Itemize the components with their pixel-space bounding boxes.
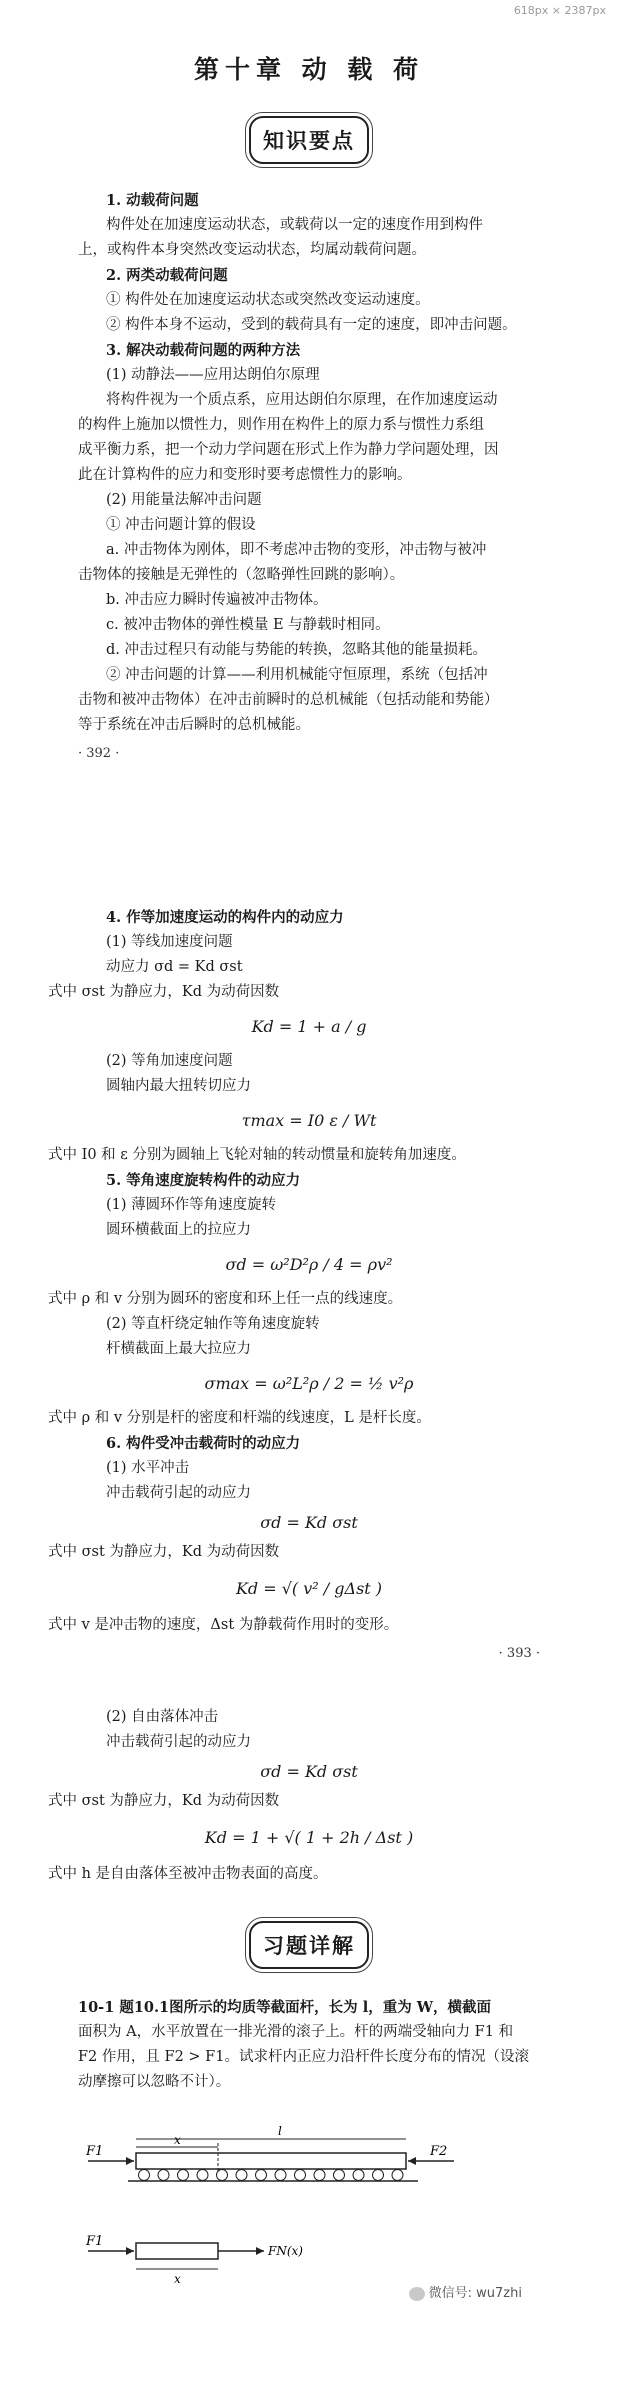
label-f2: F2 <box>430 2144 448 2159</box>
chapter-title: 第十章 动 载 荷 <box>193 55 425 84</box>
roller <box>275 2170 286 2181</box>
formula-impact-stress: σd = Kd σst <box>260 1513 358 1532</box>
text-line: (2) 等直杆绕定轴作等角速度旋转 <box>106 1316 320 1332</box>
formula-rod-stress: σmax = ω²L²ρ / 2 = ½ v²ρ <box>204 1374 414 1393</box>
figure-10-1 <box>78 2109 548 2309</box>
image-size-label: 618px × 2387px <box>513 4 606 17</box>
knowledge-points-text <box>0 188 618 738</box>
rod-body <box>136 2153 406 2169</box>
text-block <box>0 1312 618 1362</box>
text-line: 式中 σst 为静应力，Kd 为动荷因数 <box>48 984 280 1000</box>
roller <box>314 2170 325 2181</box>
text-line: (2) 用能量法解冲击问题 <box>106 492 262 508</box>
text-line: 式中 h 是自由落体至被冲击物表面的高度。 <box>48 1866 328 1882</box>
arrowhead <box>126 2247 134 2255</box>
text-line: 式中 σst 为静应力，Kd 为动荷因数 <box>48 1544 280 1560</box>
formula-kd-falling: Kd = 1 + √( 1 + 2h / Δst ) <box>204 1828 414 1847</box>
formula-kd-linear: Kd = 1 + a / g <box>251 1017 367 1036</box>
label-l: l <box>278 2124 282 2138</box>
arrowhead <box>126 2157 134 2165</box>
text-line: 式中 v 是冲击物的速度，Δst 为静载荷作用时的变形。 <box>48 1617 399 1633</box>
formula-tau-max: τmax = I0 ε / Wt <box>241 1111 377 1130</box>
roller <box>197 2170 208 2181</box>
text-line: 击物体的接触是无弹性的（忽略弹性回跳的影响）。 <box>78 567 405 583</box>
text-line: 4. 作等加速度运动的构件内的动应力 <box>106 909 344 926</box>
watermark-text: 微信号: wu7zhi <box>428 2286 522 2301</box>
text-line: 圆轴内最大扭转切应力 <box>106 1078 251 1094</box>
roller-row <box>139 2170 404 2181</box>
text-line: 击物和被冲击物体）在冲击前瞬时的总机械能（包括动能和势能） <box>78 692 499 708</box>
label-f1: F1 <box>86 2144 104 2159</box>
text-block <box>0 1049 618 1099</box>
wechat-icon <box>409 2287 425 2301</box>
page-number: · 393 · <box>498 1646 540 1661</box>
text-line: 上，或构件本身突然改变运动状态，均属动载荷问题。 <box>78 242 426 258</box>
text-block <box>0 905 618 980</box>
text-line: (2) 自由落体冲击 <box>106 1709 219 1725</box>
roller <box>256 2170 267 2181</box>
text-line: 式中 ρ 和 v 分别是杆的密度和杆端的线速度，L 是杆长度。 <box>48 1410 431 1426</box>
text-block <box>0 1431 618 1506</box>
roller <box>373 2170 384 2181</box>
text-line: 5. 等角速度旋转构件的动应力 <box>106 1172 301 1189</box>
text-line: 式中 ρ 和 v 分别为圆环的密度和环上任一点的线速度。 <box>48 1291 403 1307</box>
text-line: ① 构件处在加速度运动状态或突然改变运动速度。 <box>106 292 430 308</box>
text-block <box>0 1168 618 1243</box>
text-line: (2) 等角加速度问题 <box>106 1053 233 1069</box>
text-block <box>0 1705 618 1755</box>
roller <box>236 2170 247 2181</box>
text-line: 式中 I0 和 ε 分别为圆轴上飞轮对轴的转动惯量和旋转角加速度。 <box>48 1147 466 1163</box>
text-line: 6. 构件受冲击载荷时的动应力 <box>106 1435 301 1452</box>
text-line: d. 冲击过程只有动能与势能的转换，忽略其他的能量损耗。 <box>106 642 487 658</box>
section-badge-knowledge: 知识要点 <box>249 116 369 164</box>
wechat-watermark <box>409 2282 522 2301</box>
text-line: 杆横截面上最大拉应力 <box>106 1341 251 1357</box>
text-line: F2 作用，且 F2 > F1。试求杆内正应力沿杆件长度分布的情况（设滚 <box>78 2049 529 2065</box>
text-line: 动应力 σd = Kd σst <box>106 959 243 975</box>
section-badge-exercises: 习题详解 <box>249 1921 369 1969</box>
problem-10-1-text <box>0 1995 618 2095</box>
text-line: (1) 等线加速度问题 <box>106 934 233 950</box>
text-line: 冲击载荷引起的动应力 <box>106 1485 251 1501</box>
text-line: 成平衡力系，把一个动力学问题在形式上作为静力学问题处理，因 <box>78 442 499 458</box>
text-line: 面积为 A，水平放置在一排光滑的滚子上。杆的两端受轴向力 F1 和 <box>78 2024 514 2040</box>
formula-ring-stress: σd = ω²D²ρ / 4 = ρv² <box>225 1255 393 1274</box>
roller <box>353 2170 364 2181</box>
text-line: ② 冲击问题的计算——利用机械能守恒原理，系统（包括冲 <box>106 667 488 683</box>
roller <box>295 2170 306 2181</box>
text-line: 圆环横截面上的拉应力 <box>106 1222 251 1238</box>
arrowhead <box>256 2247 264 2255</box>
page-392 <box>0 40 618 761</box>
text-line: 此在计算构件的应力和变形时要考虑惯性力的影响。 <box>78 467 412 483</box>
label-fn: FN(x) <box>268 2244 303 2258</box>
label-f1: F1 <box>86 2234 104 2249</box>
text-line: b. 冲击应力瞬时传遍被冲击物体。 <box>106 592 328 608</box>
page-number: · 392 · <box>78 746 120 761</box>
formula-impact-stress: σd = Kd σst <box>260 1762 358 1781</box>
roller <box>217 2170 228 2181</box>
roller <box>158 2170 169 2181</box>
text-line: a. 冲击物体为刚体，即不考虑冲击物的变形，冲击物与被冲 <box>106 542 487 558</box>
text-line: (1) 动静法——应用达朗伯尔原理 <box>106 367 320 383</box>
text-line: 等于系统在冲击后瞬时的总机械能。 <box>78 717 310 733</box>
text-line: (1) 水平冲击 <box>106 1460 190 1476</box>
page-394 <box>0 1705 618 2309</box>
roller <box>392 2170 403 2181</box>
text-line: 1. 动载荷问题 <box>106 192 199 209</box>
text-line: 式中 σst 为静应力，Kd 为动荷因数 <box>48 1793 280 1809</box>
rod-segment <box>136 2243 218 2259</box>
text-line: 2. 两类动载荷问题 <box>106 267 228 284</box>
label-x: x <box>174 2133 181 2147</box>
text-line: ② 构件本身不运动，受到的载荷具有一定的速度，即冲击问题。 <box>106 317 517 333</box>
page-393 <box>0 905 618 1661</box>
roller <box>139 2170 150 2181</box>
text-line: 将构件视为一个质点系，应用达朗伯尔原理，在作加速度运动 <box>106 392 498 408</box>
text-line: c. 被冲击物体的弹性模量 E 与静载时相同。 <box>106 617 390 633</box>
roller <box>178 2170 189 2181</box>
figure-10-1-diagram <box>78 2109 548 2299</box>
text-line: 3. 解决动载荷问题的两种方法 <box>106 342 301 359</box>
text-line: (1) 薄圆环作等角速度旋转 <box>106 1197 277 1213</box>
text-line: 的构件上施加以惯性力，则作用在构件上的原力系与惯性力系组 <box>78 417 484 433</box>
roller <box>334 2170 345 2181</box>
text-line: 构件处在加速度运动状态，或载荷以一定的速度作用到构件 <box>106 217 483 233</box>
text-line: 动摩擦可以忽略不计）。 <box>78 2074 231 2090</box>
text-line: 冲击载荷引起的动应力 <box>106 1734 251 1750</box>
formula-kd-horizontal: Kd = √( v² / gΔst ) <box>235 1579 383 1598</box>
label-x: x <box>174 2272 181 2286</box>
text-line: ① 冲击问题计算的假设 <box>106 517 256 533</box>
text-line: 10-1 题10.1图所示的均质等截面杆，长为 l，重为 W，横截面 <box>78 1999 492 2016</box>
arrowhead <box>408 2157 416 2165</box>
